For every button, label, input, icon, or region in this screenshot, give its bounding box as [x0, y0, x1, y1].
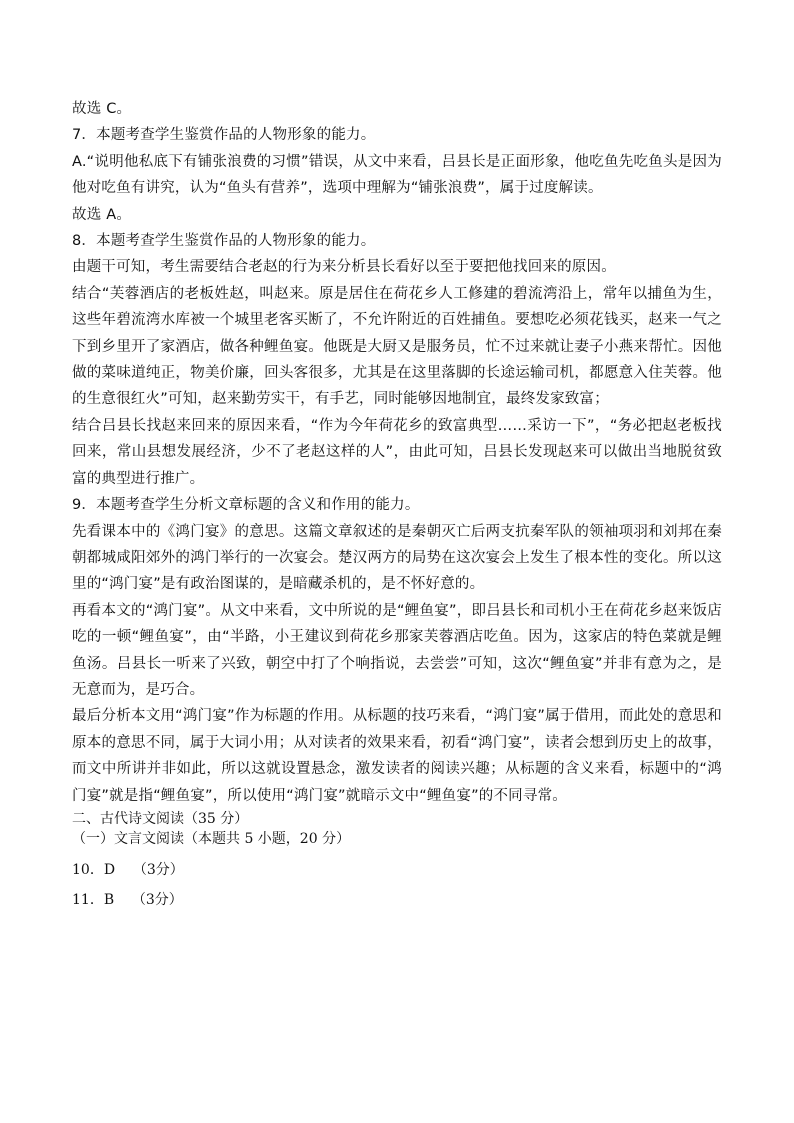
question-8-intro: 由题干可知，考生需要结合老赵的行为来分析县长看好以至于要把他找回来的原因。 [72, 259, 616, 276]
question-8-heading: 8．本题考查学生鉴赏作品的人物形象的能力。 [72, 233, 376, 250]
section-title: 二、古代诗文阅读（35 分） [72, 810, 249, 827]
question-7-heading: 7．本题考查学生鉴赏作品的人物形象的能力。 [72, 127, 376, 144]
question-7-explanation: A.“说明他私底下有铺张浪费的习惯”错误，从文中来看，吕县长是正面形象，他吃鱼先吃鱼头是因为他对吃鱼有讲究，认为“鱼头有营养”，选项中理解为“铺张浪费”，属于过度解读。 [72, 153, 722, 197]
question-9-analysis-1: 先看课本中的《鸿门宴》的意思。这篇文章叙述的是秦朝灭亡后两支抗秦军队的领袖项羽和刘邦在秦朝都城咸阳郊外的鸿门举行的一次宴会。楚汉两方的局势在这次宴会上发生了根本性的变化。所以这里的“鸿门宴”是有政治图谋的，是暗藏杀机的，是不怀好意的。 [72, 523, 722, 593]
answer-q11: 11．B （3分） [72, 891, 183, 908]
answer-q10: 10．D （3分） [72, 861, 184, 878]
answer-line-q7: 故选 A。 [72, 206, 132, 223]
document-body [72, 96, 722, 915]
question-9-analysis-3: 最后分析本文用“鸿门宴”作为标题的作用。从标题的技巧来看，“鸿门宴”属于借用，而此处的意思和原本的意思不同，属于大词小用；从对读者的效果来看，初看“鸿门宴”，读者会想到历史上的故事，而文中所讲并非如此，所以这就设置悬念，激发读者的阅读兴趣；从标题的含义来看，标题中的“鸿门宴”就是指“鲤鱼宴”，所以使用“鸿门宴”就暗示文中“鲤鱼宴”的不同寻常。 [72, 708, 722, 804]
question-8-analysis-2: 结合吕县长找赵来回来的原因来看，“作为今年荷花乡的致富典型……采访一下”，“务必把赵老板找回来，常山县想发展经济，少不了老赵这样的人”，由此可知，吕县长发现赵来可以做出当地脱贫致富的典型进行推广。 [72, 417, 722, 487]
question-9-heading: 9．本题考查学生分析文章标题的含义和作用的能力。 [72, 497, 420, 514]
subsection-title: （一）文言文阅读（本题共 5 小题，20 分） [72, 830, 351, 847]
question-8-analysis-1: 结合“芙蓉酒店的老板姓赵，叫赵来。原是居住在荷花乡人工修建的碧流湾沿上，常年以捕鱼为生，这些年碧流湾水库被一个城里老客买断了，不允许附近的百姓捕鱼。要想吃必须花钱买，赵来一气之下到乡里开了家酒店，做各种鲤鱼宴。他既是大厨又是服务员，忙不过来就让妻子小燕来帮忙。因他做的菜味道纯正，物美价廉，回头客很多，尤其是在这里落脚的长途运输司机，都愿意入住芙蓉。他的生意很红火”可知，赵来勤劳实干，有手艺，同时能够因地制宜，最终发家致富； [72, 285, 722, 408]
question-9-analysis-2: 再看本文的“鸿门宴”。从文中来看，文中所说的是“鲤鱼宴”，即吕县长和司机小王在荷花乡赵来饭店吃的一顿“鲤鱼宴”，由“半路，小王建议到荷花乡那家芙蓉酒店吃鱼。因为，这家店的特色菜就是鲤鱼汤。吕县长一听来了兴致，朝空中打了个响指说，去尝尝”可知，这次“鲤鱼宴”并非有意为之，是无意而为，是巧合。 [72, 602, 722, 698]
answer-line-q6: 故选 C。 [72, 101, 132, 117]
